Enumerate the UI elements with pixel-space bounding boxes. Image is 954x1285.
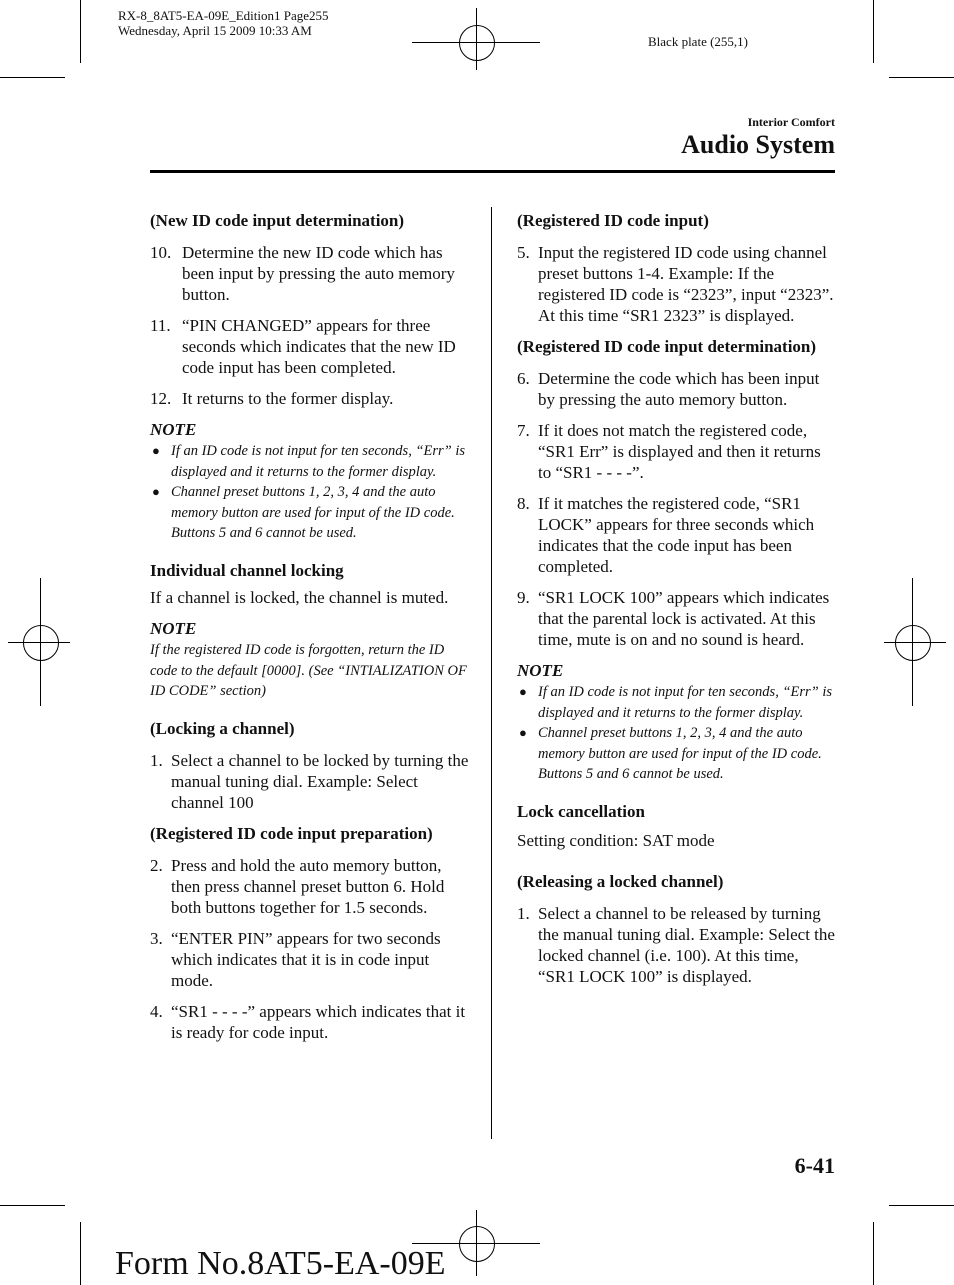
note-text: If the registered ID code is forgotten, return the ID code to the default [0000]. (See “INTIALIZATION OF ID CODE” section) [150, 641, 467, 700]
note-bullet: ● Channel preset buttons 1, 2, 3, 4 and the auto memory button are used for input of the ID code. Buttons 5 and 6 cannot be used. [152, 484, 455, 542]
note-title: NOTE [517, 661, 564, 680]
crop-mark [0, 77, 65, 78]
note-box [150, 441, 472, 544]
registration-circle [23, 625, 59, 661]
header-rule [150, 170, 835, 173]
step-5: 5. Input the registered ID code using channel preset buttons 1-4. Example: If the registered ID code is “2323”, input “2323”. At this time “SR1 2323” is displayed. [517, 243, 834, 325]
note-box [517, 682, 837, 785]
crop-mark [873, 0, 874, 63]
bullet-icon: ● [519, 725, 527, 741]
heading-registered-id-preparation: (Registered ID code input preparation) [150, 823, 433, 843]
column-divider [491, 207, 492, 1139]
paragraph: If a channel is locked, the channel is muted. [150, 587, 449, 607]
bullet-icon: ● [152, 443, 160, 458]
print-meta [118, 8, 329, 38]
heading-releasing-locked-channel: (Releasing a locked channel) [517, 871, 724, 891]
heading-registered-id-input: (Registered ID code input) [517, 211, 709, 230]
step-4: 4. “SR1 - - - -” appears which indicates that it is ready for code input. [150, 1001, 466, 1042]
crop-mark [0, 1205, 65, 1206]
print-date-line: Wednesday, April 15 2009 10:33 AM [118, 23, 312, 38]
crop-mark [80, 1222, 81, 1285]
heading-registered-id-determination: (Registered ID code input determination) [517, 337, 817, 356]
note-title: NOTE [150, 420, 197, 439]
note-bullet: ● If an ID code is not input for ten seconds, “Err” is displayed and it returns to the former display. [519, 684, 833, 721]
step-8: 8. If it matches the registered code, “SR1 LOCK” appears for three seconds which indicates that the code input has been completed. [517, 494, 815, 576]
step-6: 6. Determine the code which has been input by pressing the auto memory button. [517, 369, 820, 409]
print-file-line: RX-8_8AT5-EA-09E_Edition1 Page255 [118, 8, 329, 23]
step-9: 9. “SR1 LOCK 100” appears which indicates that the parental lock is activated. At this time, mute is on and no sound is heard. [517, 588, 830, 649]
crop-mark [80, 0, 81, 63]
page-title: Audio System [681, 130, 835, 159]
section-label: Interior Comfort [747, 115, 835, 129]
right-column [517, 210, 837, 997]
step-1-release: 1. Select a channel to be released by turning the manual tuning dial. Example: Select the locked channel (i.e. 100). At this time, “SR1 LOCK 100” is displayed. [517, 903, 835, 986]
note-bullet: ● Channel preset buttons 1, 2, 3, 4 and the auto memory button are used for input of the ID code. Buttons 5 and 6 cannot be used. [519, 725, 822, 783]
crop-mark [873, 1222, 874, 1285]
bullet-icon: ● [519, 684, 527, 699]
left-column [150, 210, 472, 1053]
step-11: 11. “PIN CHANGED” appears for three seconds which indicates that the new ID code input has been completed. [150, 316, 456, 377]
step-10: 10. Determine the new ID code which has been input by pressing the auto memory button. [150, 243, 455, 304]
step-3: 3. “ENTER PIN” appears for two seconds which indicates that it is in code input mode. [150, 928, 441, 990]
step-7: 7. If it does not match the registered code, “SR1 Err” is displayed and then it returns to “SR1 - - - -”. [517, 421, 821, 482]
note-box [150, 640, 472, 702]
heading-lock-cancellation: Lock cancellation [517, 801, 645, 821]
step-12: 12. It returns to the former display. [150, 389, 394, 408]
form-number: Form No.8AT5-EA-09E [115, 1245, 446, 1282]
note-title: NOTE [150, 618, 197, 638]
registration-circle [895, 625, 931, 661]
step-2: 2. Press and hold the auto memory button, then press channel preset button 6. Hold both buttons together for 1.5 seconds. [150, 855, 445, 917]
note-bullet: ● If an ID code is not input for ten seconds, “Err” is displayed and it returns to the former display. [152, 443, 466, 480]
heading-locking-channel: (Locking a channel) [150, 718, 295, 738]
heading-new-id-determination: (New ID code input determination) [150, 211, 405, 230]
plate-label: Black plate (255,1) [648, 34, 748, 49]
registration-circle [459, 1226, 495, 1262]
heading-individual-channel-locking: Individual channel locking [150, 560, 344, 580]
registration-circle [459, 25, 495, 61]
bullet-icon: ● [152, 484, 160, 500]
crop-mark [889, 1205, 954, 1206]
page-number: 6-41 [794, 1153, 835, 1178]
paragraph: Setting condition: SAT mode [517, 830, 715, 850]
step-1: 1. Select a channel to be locked by turning the manual tuning dial. Example: Select channel 100 [150, 750, 469, 812]
crop-mark [889, 77, 954, 78]
